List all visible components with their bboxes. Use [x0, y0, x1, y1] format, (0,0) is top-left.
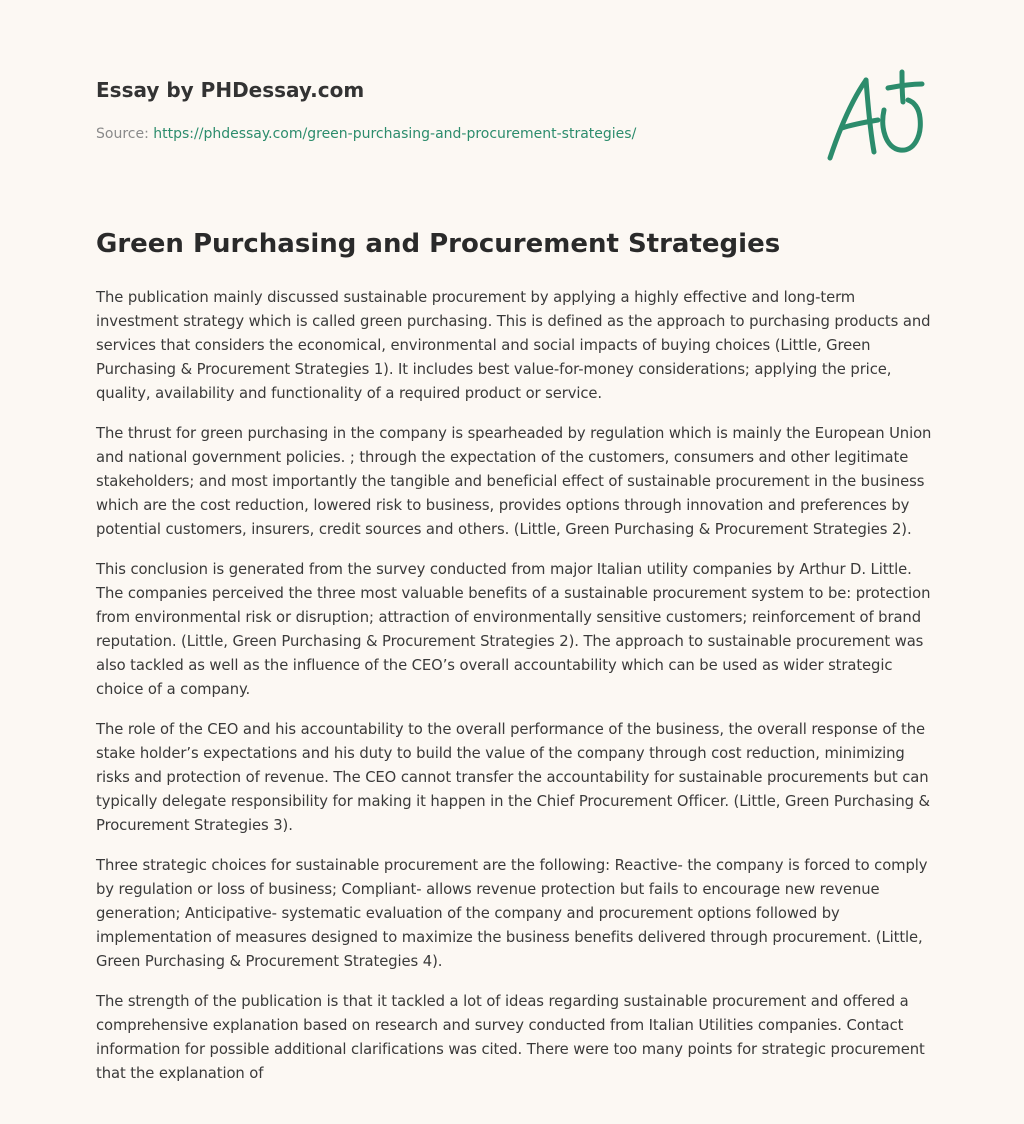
article-paragraph: The thrust for green purchasing in the company is spearheaded by regulation which is mainly the European Union and national government policies. ; through the expectation of the customers, consumers and other legitimate stakeholders; and most importantly the tangible and beneficial effect of sustainable procurement in the business which are the cost reduction, lowered risk to business, provides options through innovation and preferences by potential customers, insurers, credit sources and others. (Little, Green Purchasing & Procurement Strategies 2).: [96, 425, 932, 538]
article-paragraph: This conclusion is generated from the survey conducted from major Italian utility companies by Arthur D. Little. The companies perceived the three most valuable benefits of a sustainable procurement system to be: protection from environmental risk or disruption; attraction of environmentally sensitive customers; reinforcement of brand reputation. (Little, Green Purchasing & Procurement Strategies 2). The approach to sustainable procurement was also tackled as well as the influence of the CEO’s overall accountability which can be used as wider strategic choice of a company.: [96, 561, 931, 698]
source-link[interactable]: https://phdessay.com/green-purchasing-and-procurement-strategies/: [153, 126, 637, 142]
article-paragraph: The publication mainly discussed sustainable procurement by applying a highly effective and long-term investment strategy which is called green purchasing. This is defined as the approach to purchasing products and services that considers the economical, environmental and social impacts of buying choices (Little, Green Purchasing & Procurement Strategies 1). It includes best value-for-money considerations; applying the price, quality, availability and functionality of a required product or service.: [96, 289, 931, 402]
article-title: Green Purchasing and Procurement Strategies: [96, 229, 781, 259]
site-header: [96, 76, 796, 144]
site-brand: Essay by PHDessay.com: [96, 78, 365, 102]
article-body: [96, 286, 936, 1102]
source-label: Source:: [96, 126, 149, 142]
article-paragraph: The strength of the publication is that it tackled a lot of ideas regarding sustainable procurement and offered a comprehensive explanation based on research and survey conducted from Italian Utilities companies. Contact information for possible additional clarifications was cited. There were too many points for strategic procurement that the explanation of: [96, 993, 925, 1082]
article-paragraph: Three strategic choices for sustainable procurement are the following: Reactive- the company is forced to comply by regulation or loss of business; Compliant- allows revenue protection but fails to encourage new revenue generation; Anticipative- systematic evaluation of the company and procurement options followed by implementation of measures designed to maximize the business benefits delivered through procurement. (Little, Green Purchasing & Procurement Strategies 4).: [96, 857, 928, 970]
a-plus-logo-icon: [822, 66, 926, 166]
article-paragraph: The role of the CEO and his accountability to the overall performance of the business, the overall response of the stake holder’s expectations and his duty to build the value of the company through cost reduction, minimizing risks and protection of revenue. The CEO cannot transfer the accountability for sustainable procurements but can typically delegate responsibility for making it happen in the Chief Procurement Officer. (Little, Green Purchasing & Procurement Strategies 3).: [96, 721, 930, 834]
source-line: [96, 124, 796, 144]
